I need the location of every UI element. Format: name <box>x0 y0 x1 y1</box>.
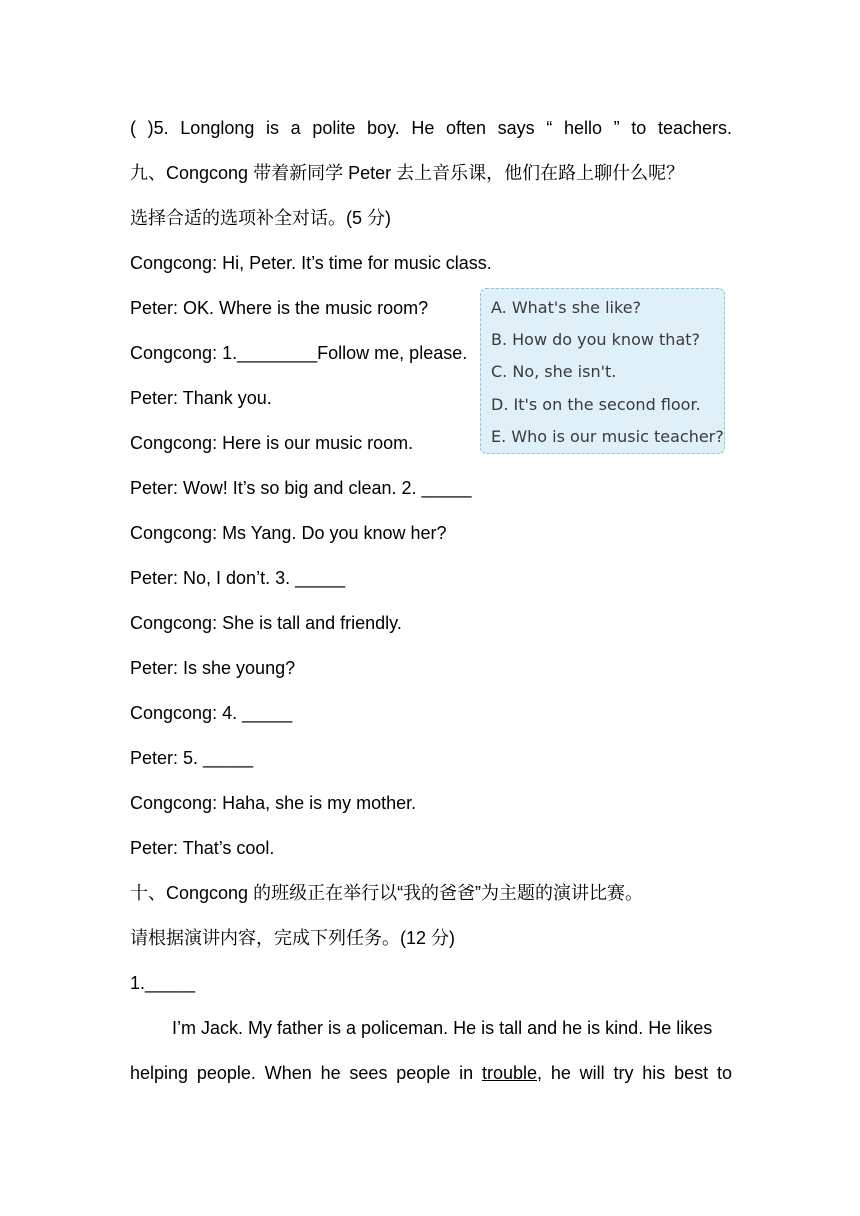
dialogue-line: Peter: Is she young? <box>130 658 296 678</box>
dialogue-line: Peter: Wow! It’s so big and clean. 2. _____ <box>130 478 472 498</box>
underlined-word: trouble <box>481 1063 538 1083</box>
passage-line-2 <box>130 1061 732 1085</box>
dialogue-line: Congcong: She is tall and friendly. <box>130 613 402 633</box>
question-5-text: 5. Longlong is a polite boy. He often says “ hello ” to teachers. <box>153 118 732 138</box>
answer-blank-paren: ( ) <box>130 118 154 138</box>
option-b: B. How do you know that? <box>491 330 701 349</box>
option-d: D. It's on the second floor. <box>491 395 701 414</box>
dialogue-line: Peter: No, I don’t. 3. _____ <box>130 568 346 588</box>
options-box <box>480 288 725 454</box>
option-e: E. Who is our music teacher? <box>491 427 724 446</box>
dialogue-line: Peter: Thank you. <box>130 388 272 408</box>
section-9-heading-line-1: 九、Congcong 带着新同学 Peter 去上音乐课，他们在路上聊什么呢？ <box>130 163 685 183</box>
dialogue-line: Congcong: Ms Yang. Do you know her? <box>130 523 447 543</box>
section-10-heading-line-1: 十、Congcong 的班级正在举行以“我的爸爸”为主题的演讲比赛。 <box>130 883 644 903</box>
task-1-label: 1._____ <box>130 973 196 993</box>
dialogue-line: Peter: 5. _____ <box>130 748 254 768</box>
dialogue-line: Peter: That’s cool. <box>130 838 275 858</box>
option-c: C. No, she isn't. <box>491 362 617 381</box>
passage-line-2-start: helping people. When he sees people in <box>130 1063 474 1083</box>
passage-line-2-end: , he will try his best to <box>537 1063 732 1083</box>
dialogue-line: Congcong: Hi, Peter. It’s time for music class. <box>130 253 492 273</box>
dialogue-line: Peter: OK. Where is the music room? <box>130 298 429 318</box>
question-5 <box>130 116 732 140</box>
passage-line-1: I’m Jack. My father is a policeman. He is tall and he is kind. He likes <box>172 1018 713 1038</box>
option-a: A. What's she like? <box>491 298 642 317</box>
dialogue-line: Congcong: 4. _____ <box>130 703 293 723</box>
dialogue-line: Congcong: Haha, she is my mother. <box>130 793 417 813</box>
section-9-heading-line-2: 选择合适的选项补全对话。(5 分) <box>130 208 391 228</box>
section-10-heading-line-2: 请根据演讲内容，完成下列任务。(12 分) <box>130 928 456 948</box>
dialogue-line: Congcong: 1.________Follow me, please. <box>130 343 468 363</box>
dialogue-line: Congcong: Here is our music room. <box>130 433 414 453</box>
